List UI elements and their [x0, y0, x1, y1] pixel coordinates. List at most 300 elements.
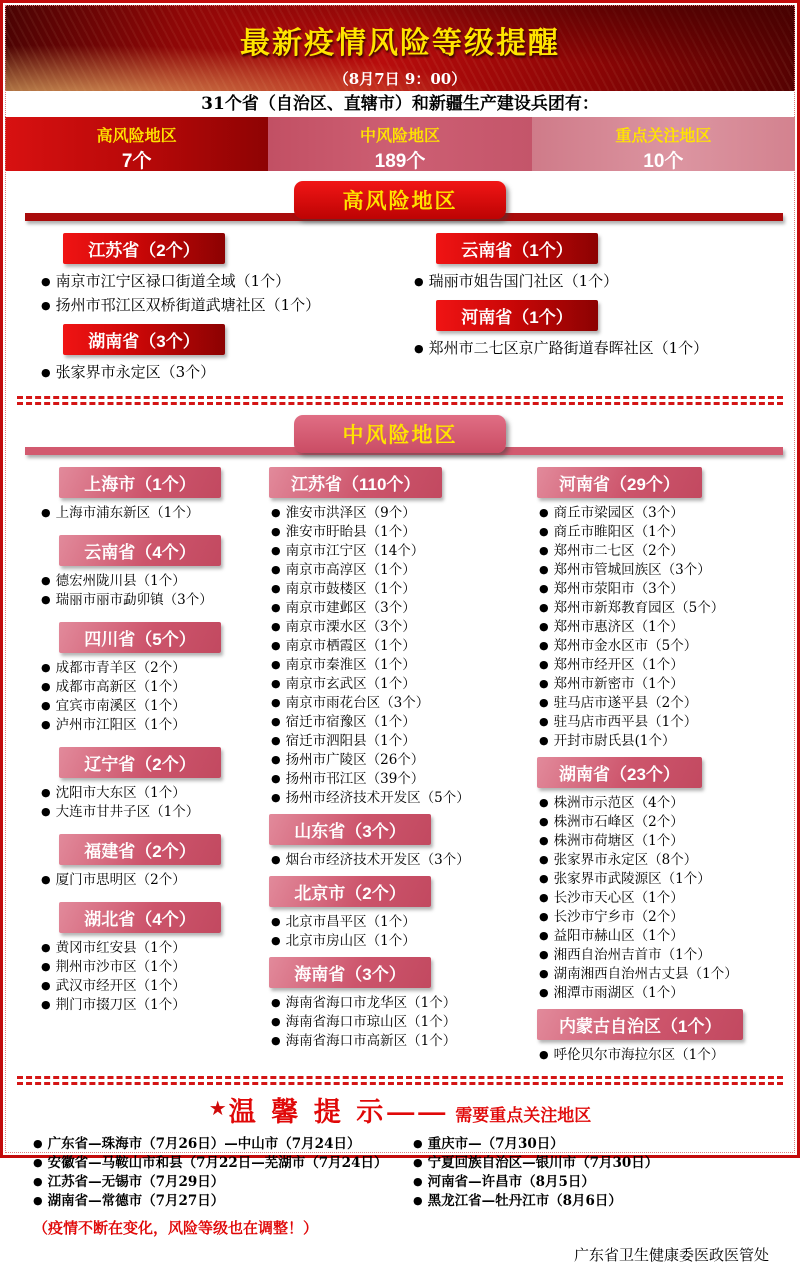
list-item: [41, 572, 267, 591]
notice-columns: [3, 1129, 797, 1215]
area-list: [37, 939, 267, 1015]
area-text: 湖南省—常德市（7月27日）: [47, 1193, 225, 1209]
bullet-icon: ●: [271, 1034, 281, 1047]
bullet-icon: ●: [539, 715, 549, 728]
province-badge: 辽宁省（2个）: [59, 747, 221, 778]
area-text: 南京市江宁区禄口街道全域（1个）: [55, 272, 291, 290]
area-text: 海南省海口市琼山区（1个）: [285, 1014, 457, 1030]
bullet-icon: ●: [539, 986, 549, 999]
area-text: 商丘市睢阳区（1个）: [553, 524, 684, 540]
area-text: 南京市玄武区（1个）: [285, 676, 416, 692]
intro-line: 31个省（自治区、直辖市）和新疆生产建设兵团有：: [3, 91, 797, 117]
province-group: [37, 535, 267, 610]
area-text: 广东省—珠海市（7月26日）—中山市（7月24日）: [47, 1136, 361, 1152]
bullet-icon: ●: [41, 960, 51, 973]
area-text: 南京市建邺区（3个）: [285, 600, 416, 616]
bullet-icon: ●: [41, 699, 51, 712]
list-item: [271, 913, 535, 932]
list-item: [271, 994, 535, 1013]
province-badge: 北京市（2个）: [269, 876, 431, 907]
area-text: 扬州市经济技术开发区（5个）: [285, 790, 470, 806]
column: [535, 461, 791, 1069]
area-text: 扬州市邗江区双桥街道武塘社区（1个）: [55, 296, 321, 314]
area-text: 宁夏回族自治区—银川市（7月30日）: [427, 1155, 659, 1171]
list-item: [539, 504, 791, 523]
list-item: [539, 694, 791, 713]
list-item: [414, 337, 783, 361]
area-text: 瑞丽市姐告国门社区（1个）: [428, 272, 619, 290]
notice-list: [29, 1135, 409, 1211]
list-item: [271, 599, 535, 618]
summary-label: 重点关注地区: [615, 128, 712, 145]
bullet-icon: ●: [539, 563, 549, 576]
area-text: 商丘市梁园区（3个）: [553, 505, 684, 521]
bullet-icon: ●: [271, 772, 281, 785]
bullet-icon: ●: [271, 915, 281, 928]
area-text: 株洲市荷塘区（1个）: [553, 833, 684, 849]
bullet-icon: ●: [413, 1156, 423, 1169]
bullet-icon: ●: [539, 967, 549, 980]
area-text: 湘西自治州吉首市（1个）: [553, 947, 711, 963]
province-group: [37, 747, 267, 822]
area-text: 南京市溧水区（3个）: [285, 619, 416, 635]
column: [37, 227, 410, 389]
area-text: 瑞丽市丽市勐卯镇（3个）: [55, 592, 213, 608]
list-item: [271, 694, 535, 713]
bullet-icon: ●: [539, 948, 549, 961]
area-text: 南京市高淳区（1个）: [285, 562, 416, 578]
area-text: 宜宾市南溪区（1个）: [55, 698, 186, 714]
area-text: 重庆市—（7月30日）: [427, 1136, 564, 1152]
area-list: [37, 659, 267, 735]
area-list: [535, 1046, 791, 1065]
area-list: [267, 504, 535, 808]
list-item: [539, 1046, 791, 1065]
province-badge: 湖南省（3个）: [63, 324, 225, 355]
summary-label: 高风险地区: [96, 128, 177, 145]
bullet-icon: ●: [271, 934, 281, 947]
province-badge: 河南省（1个）: [436, 300, 598, 331]
list-item: [539, 870, 791, 889]
list-item: [539, 523, 791, 542]
bullet-icon: ●: [539, 891, 549, 904]
bullet-icon: ●: [539, 910, 549, 923]
bullet-icon: ●: [41, 718, 51, 731]
area-list: [535, 504, 791, 751]
province-badge: 云南省（1个）: [436, 233, 598, 264]
bullet-icon: ●: [413, 1175, 423, 1188]
list-item: [413, 1154, 789, 1173]
area-text: 烟台市经济技术开发区（3个）: [285, 852, 470, 868]
bullet-icon: ●: [41, 366, 51, 379]
bullet-icon: ●: [41, 786, 51, 799]
bullet-icon: ●: [33, 1137, 43, 1150]
area-list: [37, 361, 410, 385]
province-group: [37, 834, 267, 890]
bullet-icon: ●: [271, 677, 281, 690]
dashed-separator: [17, 1076, 783, 1085]
bullet-icon: ●: [271, 601, 281, 614]
summary-blocks: [5, 117, 795, 171]
area-text: 驻马店市西平县（1个）: [553, 714, 698, 730]
area-list: [535, 794, 791, 1003]
province-badge: 江苏省（2个）: [63, 233, 225, 264]
bullet-icon: ●: [271, 696, 281, 709]
bullet-icon: ●: [414, 275, 424, 288]
bullet-icon: ●: [271, 996, 281, 1009]
list-item: [271, 713, 535, 732]
area-text: 宿迁市宿豫区（1个）: [285, 714, 416, 730]
list-item: [413, 1135, 789, 1154]
area-text: 河南省—许昌市（8月5日）: [427, 1174, 595, 1190]
issuer-signature: 广东省卫生健康委医政医管处: [573, 1246, 769, 1264]
list-item: [33, 1135, 409, 1154]
area-text: 南京市秦淮区（1个）: [285, 657, 416, 673]
bullet-icon: ●: [41, 506, 51, 519]
bullet-icon: ●: [539, 601, 549, 614]
summary-count: 10个: [643, 151, 684, 172]
list-item: [271, 1013, 535, 1032]
province-group: [37, 467, 267, 523]
bullet-icon: ●: [33, 1194, 43, 1207]
area-text: 大连市甘井子区（1个）: [55, 804, 200, 820]
list-item: [539, 561, 791, 580]
list-item: [271, 561, 535, 580]
list-item: [539, 599, 791, 618]
column: [410, 227, 783, 389]
notice-note: （疫情不断在变化，风险等级也在调整！）: [33, 1219, 319, 1237]
list-item: [539, 965, 791, 984]
high-risk-section-title: 高风险地区: [294, 181, 506, 219]
area-text: 长沙市天心区（1个）: [553, 890, 684, 906]
list-item: [271, 618, 535, 637]
bullet-icon: ●: [271, 506, 281, 519]
area-text: 黄冈市红安县（1个）: [55, 940, 186, 956]
area-text: 扬州市广陵区（26个）: [285, 752, 425, 768]
area-text: 德宏州陇川县（1个）: [55, 573, 186, 589]
list-item: [271, 580, 535, 599]
province-group: [267, 876, 535, 951]
province-badge: 湖北省（4个）: [59, 902, 221, 933]
notice-title: 温 馨 提 示——: [228, 1097, 450, 1127]
province-badge: 上海市（1个）: [59, 467, 221, 498]
header-banner: [5, 5, 795, 91]
bullet-icon: ●: [539, 639, 549, 652]
page-subtitle: （8月7日 9：00）: [333, 70, 467, 88]
province-group: [37, 902, 267, 1015]
bullet-icon: ●: [539, 696, 549, 709]
bullet-icon: ●: [271, 525, 281, 538]
area-text: 株洲市示范区（4个）: [553, 795, 684, 811]
list-item: [539, 713, 791, 732]
list-item: [539, 946, 791, 965]
summary-count: 189个: [374, 151, 426, 172]
area-list: [267, 913, 535, 951]
area-text: 江苏省—无锡市（7月29日）: [47, 1174, 225, 1190]
bullet-icon: ●: [271, 658, 281, 671]
province-group: [267, 467, 535, 808]
area-text: 郑州市惠济区（1个）: [553, 619, 684, 635]
summary-count: 7个: [121, 151, 152, 172]
province-badge: 海南省（3个）: [269, 957, 431, 988]
area-list: [37, 871, 267, 890]
area-text: 郑州市新密市（1个）: [553, 676, 684, 692]
area-list: [37, 784, 267, 822]
list-item: [41, 784, 267, 803]
area-text: 益阳市赫山区（1个）: [553, 928, 684, 944]
area-list: [410, 270, 783, 294]
area-text: 湘潭市雨湖区（1个）: [553, 985, 684, 1001]
notice-list: [409, 1135, 789, 1211]
area-text: 北京市昌平区（1个）: [285, 914, 416, 930]
area-text: 海南省海口市龙华区（1个）: [285, 995, 457, 1011]
province-badge: 内蒙古自治区（1个）: [537, 1009, 743, 1040]
area-text: 郑州市新郑教育园区（5个）: [553, 600, 725, 616]
list-item: [539, 732, 791, 751]
list-item: [539, 656, 791, 675]
list-item: [41, 939, 267, 958]
bullet-icon: ●: [271, 1015, 281, 1028]
list-item: [271, 751, 535, 770]
list-item: [41, 977, 267, 996]
list-item: [271, 732, 535, 751]
list-item: [41, 958, 267, 977]
bullet-icon: ●: [41, 680, 51, 693]
area-text: 淮安市盱眙县（1个）: [285, 524, 416, 540]
summary-block-mid-risk: [268, 117, 531, 171]
bullet-icon: ●: [41, 593, 51, 606]
area-text: 安徽省—马鞍山市和县（7月22日—芜湖市（7月24日）: [47, 1155, 388, 1171]
list-item: [271, 851, 535, 870]
list-item: [271, 789, 535, 808]
list-item: [41, 659, 267, 678]
area-text: 上海市浦东新区（1个）: [55, 505, 200, 521]
high-risk-section-head: [3, 181, 797, 225]
bullet-icon: ●: [539, 658, 549, 671]
list-item: [539, 851, 791, 870]
area-text: 张家界市永定区（3个）: [55, 363, 216, 381]
area-text: 成都市青羊区（2个）: [55, 660, 186, 676]
bullet-icon: ●: [271, 734, 281, 747]
area-text: 成都市高新区（1个）: [55, 679, 186, 695]
bullet-icon: ●: [539, 544, 549, 557]
dashed-separator: [17, 396, 783, 405]
bullet-icon: ●: [539, 677, 549, 690]
notice-title-row: [3, 1090, 797, 1129]
province-group: [267, 814, 535, 870]
list-item: [414, 270, 783, 294]
bullet-icon: ●: [539, 853, 549, 866]
summary-block-watch: [532, 117, 795, 171]
area-list: [267, 994, 535, 1051]
province-group: [267, 957, 535, 1051]
list-item: [41, 591, 267, 610]
province-badge: 湖南省（23个）: [537, 757, 702, 788]
list-item: [413, 1192, 789, 1211]
province-badge: 云南省（4个）: [59, 535, 221, 566]
list-item: [539, 618, 791, 637]
area-text: 株洲市石峰区（2个）: [553, 814, 684, 830]
bullet-icon: ●: [41, 661, 51, 674]
area-list: [37, 572, 267, 610]
area-text: 荆门市掇刀区（1个）: [55, 997, 186, 1013]
list-item: [33, 1192, 409, 1211]
area-text: 南京市鼓楼区（1个）: [285, 581, 416, 597]
province-group: [410, 233, 783, 294]
area-text: 南京市江宁区（14个）: [285, 543, 425, 559]
column: [37, 461, 267, 1069]
area-text: 武汉市经开区（1个）: [55, 978, 186, 994]
province-group: [37, 324, 410, 385]
area-list: [37, 270, 410, 318]
list-item: [33, 1154, 409, 1173]
mid-risk-section-title: 中风险地区: [294, 415, 506, 453]
list-item: [41, 270, 410, 294]
summary-label: 中风险地区: [359, 128, 440, 145]
area-text: 厦门市思明区（2个）: [55, 872, 186, 888]
bullet-icon: ●: [271, 620, 281, 633]
list-item: [539, 580, 791, 599]
area-text: 郑州市管城回族区（3个）: [553, 562, 711, 578]
list-item: [271, 542, 535, 561]
area-text: 长沙市宁乡市（2个）: [553, 909, 684, 925]
bullet-icon: ●: [41, 275, 51, 288]
bullet-icon: ●: [539, 815, 549, 828]
list-item: [41, 996, 267, 1015]
list-item: [539, 889, 791, 908]
province-group: [535, 757, 791, 1003]
list-item: [539, 984, 791, 1003]
bullet-icon: ●: [41, 805, 51, 818]
list-item: [539, 675, 791, 694]
province-group: [37, 233, 410, 318]
bullet-icon: ●: [33, 1175, 43, 1188]
bullet-icon: ●: [271, 853, 281, 866]
province-group: [535, 467, 791, 751]
bullet-icon: ●: [539, 1048, 549, 1061]
bullet-icon: ●: [539, 872, 549, 885]
area-text: 张家界市武陵源区（1个）: [553, 871, 711, 887]
list-item: [539, 908, 791, 927]
area-text: 海南省海口市高新区（1个）: [285, 1033, 457, 1049]
bullet-icon: ●: [41, 998, 51, 1011]
bullet-icon: ●: [41, 299, 51, 312]
area-text: 北京市房山区（1个）: [285, 933, 416, 949]
bullet-icon: ●: [539, 834, 549, 847]
list-item: [271, 504, 535, 523]
bullet-icon: ●: [41, 873, 51, 886]
area-text: 黑龙江省—牡丹江市（8月6日）: [427, 1193, 622, 1209]
bullet-icon: ●: [271, 715, 281, 728]
mid-risk-section-head: [3, 415, 797, 459]
area-list: [410, 337, 783, 361]
list-item: [271, 1032, 535, 1051]
bullet-icon: ●: [271, 582, 281, 595]
star-icon: ★: [208, 1098, 227, 1120]
area-text: 宿迁市泗阳县（1个）: [285, 733, 416, 749]
province-badge: 山东省（3个）: [269, 814, 431, 845]
list-item: [271, 675, 535, 694]
bullet-icon: ●: [271, 563, 281, 576]
bullet-icon: ●: [41, 574, 51, 587]
list-item: [413, 1173, 789, 1192]
province-group: [410, 300, 783, 361]
bullet-icon: ●: [271, 639, 281, 652]
province-badge: 河南省（29个）: [537, 467, 702, 498]
area-text: 湖南湘西自治州古丈县（1个）: [553, 966, 738, 982]
list-item: [539, 832, 791, 851]
list-item: [41, 871, 267, 890]
summary-block-high-risk: [5, 117, 268, 171]
area-text: 沈阳市大东区（1个）: [55, 785, 186, 801]
bullet-icon: ●: [539, 734, 549, 747]
bullet-icon: ●: [539, 620, 549, 633]
list-item: [539, 813, 791, 832]
province-badge: 福建省（2个）: [59, 834, 221, 865]
list-item: [539, 927, 791, 946]
bullet-icon: ●: [539, 929, 549, 942]
area-text: 呼伦贝尔市海拉尔区（1个）: [553, 1047, 725, 1063]
bullet-icon: ●: [41, 979, 51, 992]
area-text: 南京市栖霞区（1个）: [285, 638, 416, 654]
bullet-icon: ●: [539, 796, 549, 809]
province-badge: 四川省（5个）: [59, 622, 221, 653]
bullet-icon: ●: [41, 941, 51, 954]
list-item: [271, 656, 535, 675]
area-text: 淮安市洪泽区（9个）: [285, 505, 416, 521]
bullet-icon: ●: [271, 791, 281, 804]
list-item: [41, 697, 267, 716]
high-risk-columns: [3, 225, 797, 389]
list-item: [539, 637, 791, 656]
bullet-icon: ●: [413, 1137, 423, 1150]
area-text: 郑州市经开区（1个）: [553, 657, 684, 673]
area-text: 南京市雨花台区（3个）: [285, 695, 430, 711]
column: [267, 461, 535, 1069]
list-item: [41, 716, 267, 735]
area-text: 郑州市金水区市（5个）: [553, 638, 698, 654]
area-text: 郑州市荥阳市（3个）: [553, 581, 684, 597]
bullet-icon: ●: [271, 753, 281, 766]
list-item: [33, 1173, 409, 1192]
list-item: [41, 803, 267, 822]
bullet-icon: ●: [414, 342, 424, 355]
bullet-icon: ●: [33, 1156, 43, 1169]
notice-subtitle: 需要重点关注地区: [455, 1106, 592, 1125]
province-group: [535, 1009, 791, 1065]
bullet-icon: ●: [539, 506, 549, 519]
area-text: 驻马店市遂平县（2个）: [553, 695, 698, 711]
province-group: [37, 622, 267, 735]
list-item: [41, 678, 267, 697]
list-item: [271, 770, 535, 789]
area-text: 荆州市沙市区（1个）: [55, 959, 186, 975]
list-item: [539, 794, 791, 813]
list-item: [41, 294, 410, 318]
area-text: 开封市尉氏县(1个）: [553, 733, 676, 749]
list-item: [271, 637, 535, 656]
mid-risk-columns: [3, 459, 797, 1069]
area-text: 郑州市二七区（2个）: [553, 543, 684, 559]
bullet-icon: ●: [271, 544, 281, 557]
list-item: [41, 504, 267, 523]
area-list: [37, 504, 267, 523]
bullet-icon: ●: [539, 582, 549, 595]
area-text: 郑州市二七区京广路街道春晖社区（1个）: [428, 339, 709, 357]
area-list: [267, 851, 535, 870]
list-item: [271, 523, 535, 542]
area-text: 张家界市永定区（8个）: [553, 852, 698, 868]
